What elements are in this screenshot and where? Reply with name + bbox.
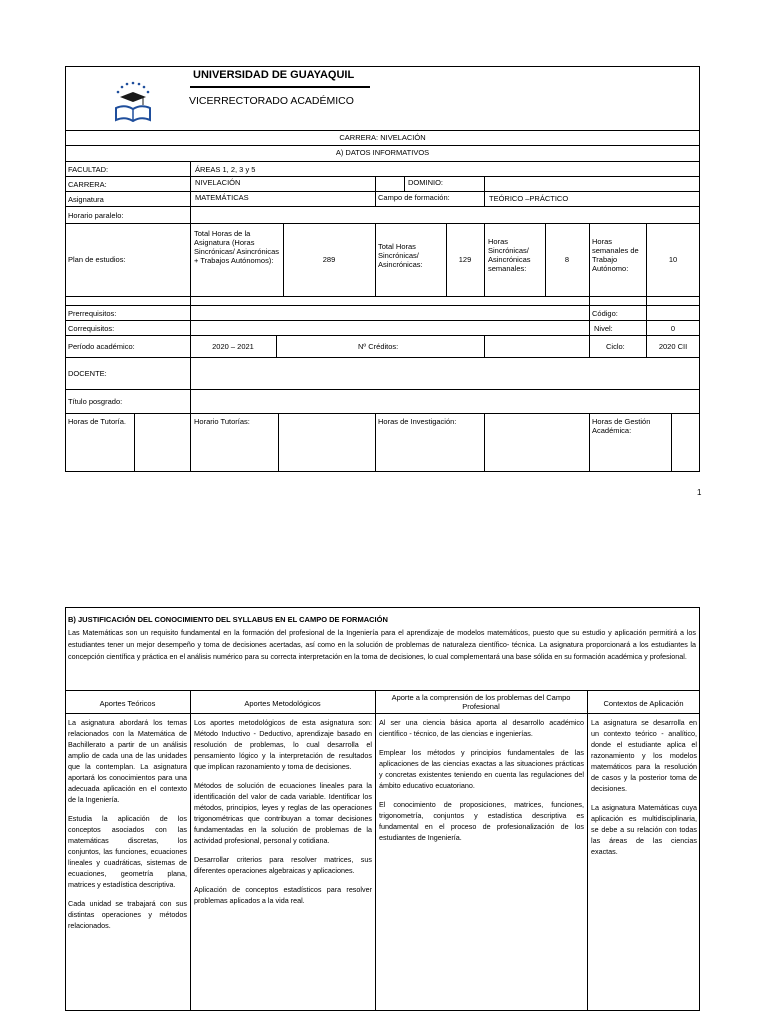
total-sincronicas-label: Total Horas Sincrónicas/ Asincrónicas: (378, 242, 423, 269)
horas-semanales-value: 8 (564, 255, 570, 264)
col3-paragraph: Emplear los métodos y principios fundamentales de las aplicaciones de las ciencias exactas a las situaciones prácticas y concretas existentes teniendo en cuenta las regulaciones del ámbito educativo ecuatoriano. (379, 748, 584, 790)
titulo-posgrado-label: Título posgrado: (68, 397, 123, 406)
col2-paragraph: Desarrollar criterios para resolver matrices, sus diferentes operaciones algebraicas y aplicaciones. (194, 855, 372, 875)
correquisitos-label: Correquisitos: (68, 324, 115, 333)
periodo-value: 2020 – 2021 (212, 342, 254, 351)
col1-paragraph: Estudia la aplicación de los conceptos asociados con las matemáticas discretas, los conjuntos, las funciones, ecuaciones lineales y cuadráticas, sistemas de ecuaciones, geometría plana, matrices y estadística descriptiva. (68, 814, 187, 889)
carrera-value: NIVELACIÓN (195, 178, 241, 187)
section-b-paragraph: Las Matemáticas son un requisito fundamental en la formación del profesional de la Ingeniería para el aprendizaje de modelos matemáticos, puesto que su estudio y aplicación permitirá a los estudiantes tener un mejor desempeño y toma de decisiones acertadas, así como en la solución de problemas de naturaleza científico- técnica. La asignatura proporcionará a los estudiantes la concepción científica y práctica en el análisis numérico para su correcta interpretación en la toma de decisiones, lo cual complementará una base sólida en su formación académica y profesional. (68, 628, 696, 661)
section-b-title: B) JUSTIFICACIÓN DEL CONOCIMIENTO DEL SYLLABUS EN EL CAMPO DE FORMACIÓN (68, 615, 388, 624)
asignatura-label: Asignatura (68, 195, 104, 204)
codigo-label: Código: (592, 309, 618, 318)
horas-semanales-label: Horas Sincrónicas/ Asincrónicas semanales: (488, 237, 531, 273)
col3-paragraph: El conocimiento de proposiciones, matrices, funciones, trigonometría, conjuntos y estadística descriptiva es fundamental en el proceso de profesionalización de los estudiantes de Ingeniería. (379, 800, 584, 842)
page-number: 1 (697, 488, 702, 497)
col-header-campo-profesional: Aporte a la comprensión de los problemas del Campo Profesional (391, 693, 571, 711)
col-campo-profesional (379, 717, 584, 851)
col-contextos-aplicacion (591, 717, 697, 865)
facultad-value: ÁREAS 1, 2, 3 y 5 (195, 165, 256, 174)
col-header-teoricos: Aportes Teóricos (99, 699, 156, 708)
horas-gestion-label: Horas de Gestión Académica: (592, 417, 651, 435)
col1-paragraph: La asignatura abordará los temas relacionados con la Matemática de Bachillerato a partir de un análisis amplio de cada una de las unidades que la contemplan. La asignatura aportará los conocimientos para una adecuada aplicación en el contexto de la Ingeniería. (68, 718, 187, 804)
col4-paragraph: La asignatura Matemáticas cuya aplicación es multidisciplinaria, se debe a su relación con todas las áreas de las ciencias exactas. (591, 803, 697, 856)
total-asignatura-value: 289 (322, 255, 336, 264)
col3-paragraph: Al ser una ciencia básica aporta al desarrollo académico científico - técnico, de las ciencias e ingenierías. (379, 718, 584, 738)
prerrequisitos-label: Prerrequisitos: (68, 309, 117, 318)
horas-investigacion-label: Horas de Investigación: (378, 417, 457, 426)
dominio-label: DOMINIO: (408, 178, 443, 187)
col-header-metodologicos: Aportes Metodológicos (244, 699, 321, 708)
university-title: UNIVERSIDAD DE GUAYAQUIL (193, 69, 355, 81)
total-asignatura-label: Total Horas de la Asignatura (Horas Sincrónicas/ Asincrónicas + Trabajos Autónomos): (194, 229, 280, 265)
horas-autonomo-label: Horas semanales de Trabajo Autónomo: (592, 237, 639, 273)
nivel-label: Nivel: (594, 324, 613, 333)
col4-paragraph: La asignatura se desarrolla en un contexto teórico - analítico, donde el estudiante aplica el razonamiento y los modelos matemáticos para la resolución de casos y la posterior toma de decisiones. (591, 718, 697, 793)
horario-paralelo-label: Horario paralelo: (68, 211, 124, 220)
title-underline (190, 86, 370, 88)
campo-value: TEÓRICO –PRÁCTICO (489, 194, 569, 203)
col1-paragraph: Cada unidad se trabajará con sus distintas operaciones y métodos relacionados. (68, 899, 187, 930)
section-a-title: A) DATOS INFORMATIVOS (335, 148, 430, 157)
nivel-value: 0 (670, 324, 676, 333)
asignatura-value: MATEMÁTICAS (195, 193, 249, 202)
ciclo-label: Ciclo: (606, 342, 625, 351)
horas-autonomo-value: 10 (668, 255, 678, 264)
vicerrectorado-title: VICERRECTORADO ACADÉMICO (189, 95, 354, 107)
horario-tutorias-label: Horario Tutorías: (194, 417, 250, 426)
carrera-title: CARRERA: NIVELACIÓN (339, 133, 426, 142)
col-aportes-metodologicos (194, 717, 372, 914)
creditos-label: Nº Créditos: (358, 342, 399, 351)
total-sincronicas-value: 129 (458, 255, 472, 264)
col-aportes-teoricos (68, 717, 187, 939)
facultad-label: FACULTAD: (68, 165, 109, 174)
carrera-label: CARRERA: (68, 180, 107, 189)
periodo-label: Período académico: (68, 342, 135, 351)
col2-paragraph: Los aportes metodológicos de esta asignatura son: Método Inductivo - Deductivo, aprendizaje basado en resolución de problemas, lo cual desarrolla el pensamiento lógico y la interpretación de resultados que implican razonamiento y toma de decisiones. (194, 718, 372, 771)
docente-label: DOCENTE: (68, 369, 107, 378)
campo-label: Campo de formación: (378, 193, 450, 202)
plan-label: Plan de estudios: (68, 255, 126, 264)
col2-paragraph: Métodos de solución de ecuaciones lineales para la identificación del valor de cada variable. Identificar los métodos, principios, leyes y reglas de las operaciones trigonométricas que contribuyan a tomar decisiones fundamentadas en la solución de problemas de la actividad profesional, personal y cotidiana. (194, 781, 372, 845)
col2-paragraph: Aplicación de conceptos estadísticos para resolver problemas aplicados a la vida real. (194, 885, 372, 905)
ciclo-value: 2020 CII (658, 342, 688, 351)
horas-tutoria-label: Horas de Tutoría. (68, 417, 126, 426)
col-header-contextos: Contextos de Aplicación (603, 699, 684, 708)
university-logo (110, 78, 156, 126)
